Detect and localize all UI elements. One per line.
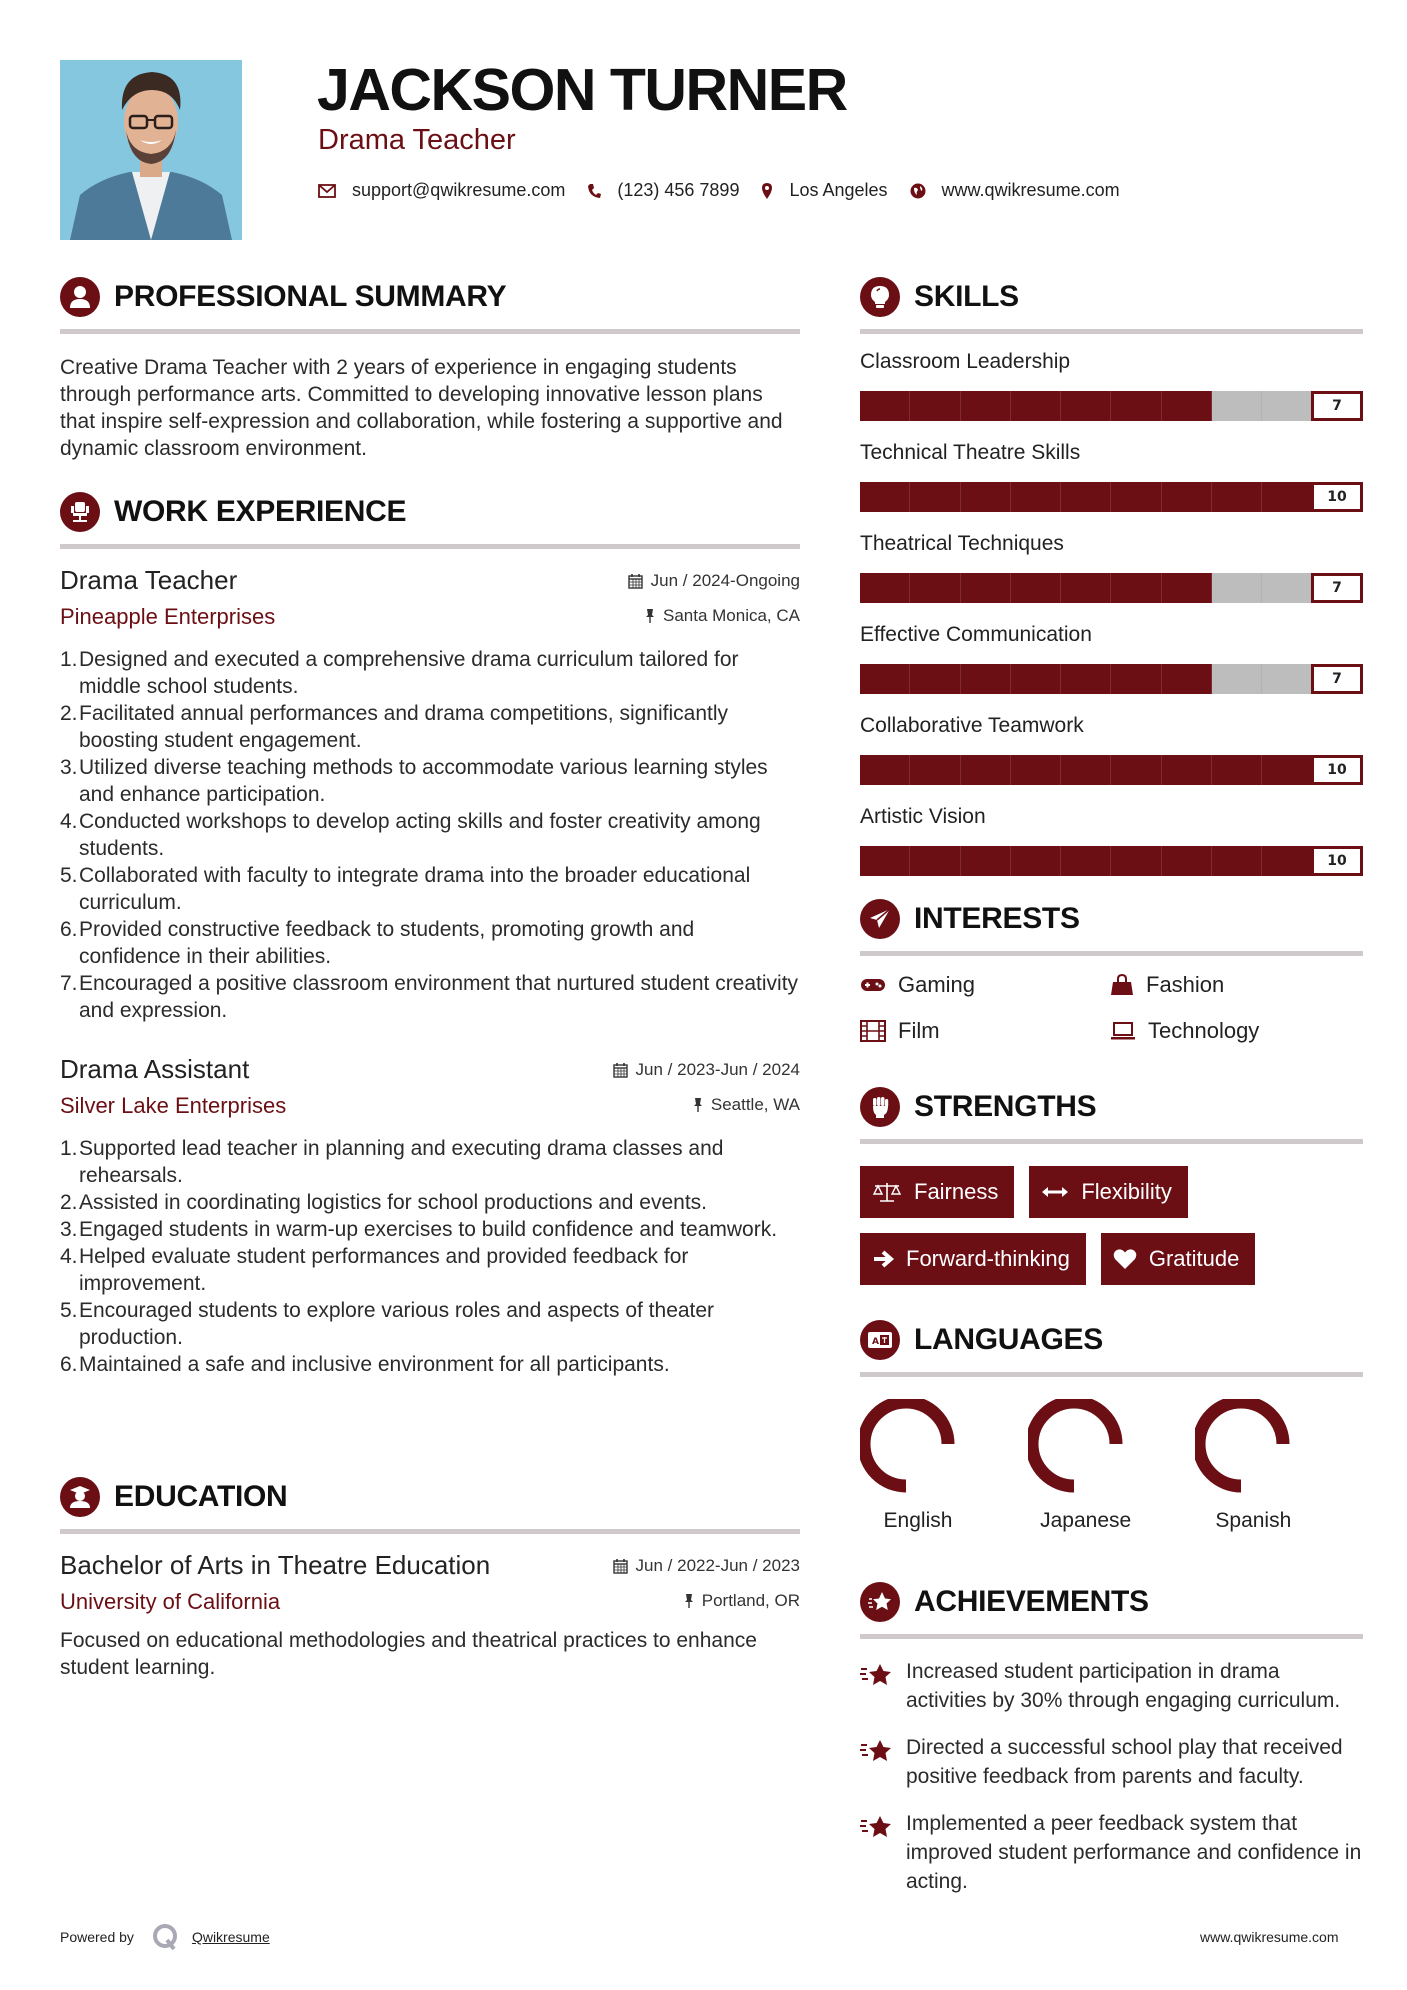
- skill-segment: [1011, 664, 1061, 694]
- job-dates: Jun / 2023-Jun / 2024: [613, 1060, 800, 1080]
- laptop-icon: [1110, 1022, 1136, 1040]
- skill-segment: [1011, 482, 1061, 512]
- company-name: Silver Lake Enterprises: [60, 1093, 287, 1118]
- arrows-horizontal-icon: [1041, 1185, 1069, 1199]
- graduate-icon: [60, 1477, 100, 1517]
- pushpin-icon: [684, 1593, 694, 1609]
- skill-level-value: 10: [1311, 482, 1363, 512]
- work-experience-section: [60, 490, 800, 1378]
- skill-segment: [1262, 573, 1312, 603]
- skill-segment: [1162, 482, 1212, 512]
- calendar-icon: [613, 1062, 628, 1078]
- achievements-section: [860, 1580, 1363, 1896]
- proficiency-ring: [1028, 1399, 1144, 1495]
- skill-segment: [1061, 573, 1111, 603]
- skill-segment: [1262, 391, 1312, 421]
- list-item: 3. Utilized diverse teaching methods to accommodate various learning styles and enhance participation.: [60, 756, 768, 806]
- skill-segment: [860, 755, 910, 785]
- language-icon: [860, 1320, 900, 1360]
- skill-name: Theatrical Techniques: [860, 532, 1064, 555]
- list-item: 2. Facilitated annual performances and drama competitions, significantly boosting student engagement.: [60, 702, 729, 752]
- svg-text:A: A: [872, 1337, 879, 1347]
- section-title: ACHIEVEMENTS: [914, 1585, 1149, 1618]
- language-item-japanese: Japanese: [1028, 1399, 1196, 1533]
- job-bullets: [60, 646, 800, 1024]
- section-title: EDUCATION: [114, 1480, 288, 1513]
- skill-segment: [1061, 846, 1111, 876]
- skill-segment: [1162, 573, 1212, 603]
- strength-badge-gratitude: Gratitude: [1101, 1233, 1256, 1285]
- skill-segment: [860, 391, 910, 421]
- list-item: 6. Maintained a safe and inclusive environment for all participants.: [60, 1353, 670, 1376]
- gamepad-icon: [860, 977, 886, 993]
- list-item: 2. Assisted in coordinating logistics for school productions and events.: [60, 1191, 708, 1214]
- section-divider: [60, 1529, 800, 1534]
- job-dates: Jun / 2024-Ongoing: [628, 571, 800, 591]
- shooting-star-icon: [860, 1813, 894, 1841]
- skill-segment: [1111, 573, 1161, 603]
- skill-segment: [1212, 573, 1262, 603]
- skill-segment: [961, 846, 1011, 876]
- skill-level-value: 7: [1311, 391, 1363, 421]
- skill-segment: [1011, 846, 1061, 876]
- contact-phone[interactable]: [587, 180, 739, 201]
- skill-segment: [961, 391, 1011, 421]
- skill-segment: [860, 573, 910, 603]
- education-section: [60, 1475, 800, 1681]
- powered-by-label: Powered by: [60, 1929, 134, 1945]
- skill-name: Technical Theatre Skills: [860, 441, 1081, 464]
- skill-segment: [860, 846, 910, 876]
- strength-badge-fairness: Fairness: [860, 1166, 1014, 1218]
- candidate-name: JACKSON TURNER: [317, 57, 847, 123]
- skill-segment: [1111, 846, 1161, 876]
- job-title: Drama Teacher: [60, 565, 238, 595]
- envelope-icon: [318, 184, 336, 198]
- skills-section: [860, 275, 1363, 876]
- skill-segment: [1212, 664, 1262, 694]
- email-text: support@qwikresume.com: [352, 180, 566, 200]
- person-portrait-icon: [60, 60, 242, 240]
- section-divider: [860, 1372, 1363, 1377]
- skill-segment: [1061, 482, 1111, 512]
- contact-bar: [318, 180, 1142, 201]
- skill-level-bar: [860, 391, 1363, 421]
- skill-segment: [1162, 846, 1212, 876]
- qwikresume-link[interactable]: Qwikresume: [191, 1929, 270, 1945]
- section-divider: [60, 544, 800, 549]
- map-marker-icon: [761, 182, 773, 200]
- skill-segment: [1212, 755, 1262, 785]
- skill-level-bar: [860, 664, 1363, 694]
- skill-segment: [910, 755, 960, 785]
- achievement-item: Directed a successful school play that received positive feedback from parents and faculty.: [860, 1733, 1363, 1791]
- skills-list: [860, 350, 1363, 876]
- skill-segment: [910, 391, 960, 421]
- skill-segment: [1011, 391, 1061, 421]
- section-divider: [860, 951, 1363, 956]
- skill-name: Collaborative Teamwork: [860, 714, 1084, 737]
- job-bullets: [60, 1135, 800, 1378]
- summary-text: Creative Drama Teacher with 2 years of experience in engaging students through performance arts. Committed to developing innovative lesson plans that inspire self-expression and collaboration, while fostering a supportive and dynamic classroom environment.: [60, 356, 783, 460]
- skill-segment: [1262, 482, 1312, 512]
- skill-segment: [1111, 391, 1161, 421]
- profile-photo: [60, 60, 242, 240]
- job-location: Santa Monica, CA: [645, 606, 800, 626]
- job-location: Seattle, WA: [693, 1095, 800, 1115]
- section-title: STRENGTHS: [914, 1090, 1097, 1123]
- interests-list: [860, 972, 1363, 1044]
- skill-segment: [1061, 664, 1111, 694]
- skill-segment: [1262, 664, 1312, 694]
- skill-segment: [1111, 664, 1161, 694]
- skill-name: Effective Communication: [860, 623, 1092, 646]
- skill-segment: [1061, 391, 1111, 421]
- skill-segment: [910, 573, 960, 603]
- skill-level-value: 7: [1311, 664, 1363, 694]
- list-item: 6. Provided constructive feedback to students, promoting growth and confidence in their abilities.: [60, 918, 695, 968]
- languages-list: [860, 1399, 1363, 1533]
- strengths-section: [860, 1085, 1363, 1285]
- contact-website[interactable]: [910, 180, 1120, 201]
- skill-segment: [1162, 664, 1212, 694]
- list-item: 5. Collaborated with faculty to integrate drama into the broader educational curriculum.: [60, 864, 751, 914]
- achievement-item: Implemented a peer feedback system that improved student performance and confidence in acting.: [860, 1809, 1363, 1896]
- skill-segment: [1162, 391, 1212, 421]
- paper-plane-icon: [860, 899, 900, 939]
- shooting-star-icon: [860, 1737, 894, 1765]
- skill-segment: [1262, 755, 1312, 785]
- section-title: PROFESSIONAL SUMMARY: [114, 280, 507, 313]
- skill-level-bar: [860, 482, 1363, 512]
- strength-badge-flexibility: Flexibility: [1029, 1166, 1187, 1218]
- raised-fist-icon: [860, 1087, 900, 1127]
- location-text: Los Angeles: [789, 180, 888, 200]
- proficiency-ring: [1195, 1399, 1311, 1495]
- list-item: 1. Supported lead teacher in planning and executing drama classes and rehearsals.: [60, 1137, 724, 1187]
- strength-badge-forward-thinking: Forward-thinking: [860, 1233, 1086, 1285]
- section-divider: [60, 329, 800, 334]
- interest-item-gaming: Gaming: [860, 972, 1110, 998]
- skill-segment: [1011, 755, 1061, 785]
- school-name: University of California: [60, 1589, 281, 1614]
- footer-website[interactable]: www.qwikresume.com: [1200, 1929, 1339, 1945]
- pushpin-icon: [693, 1097, 703, 1113]
- education-description: Focused on educational methodologies and theatrical practices to enhance student learning.: [60, 1629, 757, 1679]
- degree-title: Bachelor of Arts in Theatre Education: [60, 1550, 491, 1580]
- list-item: 5. Encouraged students to explore various roles and aspects of theater production.: [60, 1299, 715, 1349]
- star-badge-icon: [860, 1582, 900, 1622]
- section-divider: [860, 1634, 1363, 1639]
- skill-segment: [1212, 391, 1262, 421]
- globe-icon: [910, 183, 926, 199]
- section-title: WORK EXPERIENCE: [114, 495, 407, 528]
- skill-name: Artistic Vision: [860, 805, 986, 828]
- achievements-list: [860, 1657, 1363, 1896]
- skill-level-bar: [860, 755, 1363, 785]
- powered-by: [60, 1922, 270, 1952]
- shopping-bag-icon: [1110, 974, 1134, 996]
- calendar-icon: [613, 1558, 628, 1574]
- list-item: 4. Conducted workshops to develop acting skills and foster creativity among students.: [60, 810, 761, 860]
- section-title: SKILLS: [914, 280, 1019, 313]
- pushpin-icon: [645, 608, 655, 624]
- skill-segment: [860, 482, 910, 512]
- skill-segment: [1212, 846, 1262, 876]
- skill-segment: [961, 664, 1011, 694]
- skill-level-bar: [860, 573, 1363, 603]
- skill-level-value: 10: [1311, 755, 1363, 785]
- language-item-english: English: [860, 1399, 1028, 1533]
- skill-segment: [910, 846, 960, 876]
- job-entry: [60, 1054, 800, 1378]
- arrow-right-icon: [872, 1249, 894, 1269]
- list-item: 4. Helped evaluate student performances and provided feedback for improvement.: [60, 1245, 689, 1295]
- skill-segment: [1011, 573, 1061, 603]
- film-icon: [860, 1020, 886, 1042]
- skill-segment: [910, 664, 960, 694]
- job-entry: [60, 565, 800, 1024]
- office-chair-icon: [60, 492, 100, 532]
- contact-email[interactable]: [318, 180, 565, 201]
- language-item-spanish: Spanish: [1195, 1399, 1363, 1533]
- interest-item-fashion: Fashion: [1110, 972, 1360, 998]
- skill-segment: [1111, 482, 1161, 512]
- strengths-list: [860, 1166, 1320, 1285]
- list-item: 7. Encouraged a positive classroom environment that nurtured student creativity and expression.: [60, 972, 799, 1022]
- skill-segment: [910, 482, 960, 512]
- skill-segment: [961, 482, 1011, 512]
- skill-segment: [1212, 482, 1262, 512]
- job-title-heading: Drama Teacher: [318, 124, 516, 156]
- education-dates: Jun / 2022-Jun / 2023: [613, 1556, 800, 1576]
- skill-level-value: 10: [1311, 846, 1363, 876]
- skill-segment: [1111, 755, 1161, 785]
- heart-icon: [1113, 1248, 1137, 1270]
- section-divider: [860, 329, 1363, 334]
- languages-section: [860, 1318, 1363, 1533]
- skill-segment: [1262, 846, 1312, 876]
- interest-item-technology: Technology: [1110, 1018, 1360, 1044]
- calendar-icon: [628, 573, 643, 589]
- achievement-item: Increased student participation in drama activities by 30% through engaging curriculum.: [860, 1657, 1363, 1715]
- list-item: 3. Engaged students in warm-up exercises to build confidence and teamwork.: [60, 1218, 778, 1241]
- skill-segment: [961, 755, 1011, 785]
- skill-name: Classroom Leadership: [860, 350, 1071, 373]
- skill-segment: [961, 573, 1011, 603]
- lightbulb-icon: [860, 277, 900, 317]
- interests-section: [860, 897, 1363, 1044]
- interest-item-film: Film: [860, 1018, 1110, 1044]
- balance-scale-icon: [872, 1181, 902, 1203]
- list-item: 1. Designed and executed a comprehensive drama curriculum tailored for middle school students.: [60, 648, 739, 698]
- job-title: Drama Assistant: [60, 1054, 250, 1084]
- skill-level-bar: [860, 846, 1363, 876]
- section-divider: [860, 1139, 1363, 1144]
- shooting-star-icon: [860, 1661, 894, 1689]
- section-title: INTERESTS: [914, 902, 1080, 935]
- website-text: www.qwikresume.com: [941, 180, 1120, 200]
- skill-segment: [860, 664, 910, 694]
- qwikresume-logo-icon: [150, 1922, 180, 1952]
- phone-text: (123) 456 7899: [617, 180, 740, 200]
- professional-summary-section: [60, 275, 800, 462]
- skill-segment: [1061, 755, 1111, 785]
- user-icon: [60, 277, 100, 317]
- skill-segment: [1162, 755, 1212, 785]
- company-name: Pineapple Enterprises: [60, 604, 276, 629]
- section-title: LANGUAGES: [914, 1323, 1103, 1356]
- proficiency-ring: [860, 1399, 976, 1495]
- contact-location: [761, 180, 887, 201]
- phone-icon: [587, 183, 601, 199]
- skill-level-value: 7: [1311, 573, 1363, 603]
- education-entry: [60, 1550, 800, 1681]
- education-location: Portland, OR: [684, 1591, 800, 1611]
